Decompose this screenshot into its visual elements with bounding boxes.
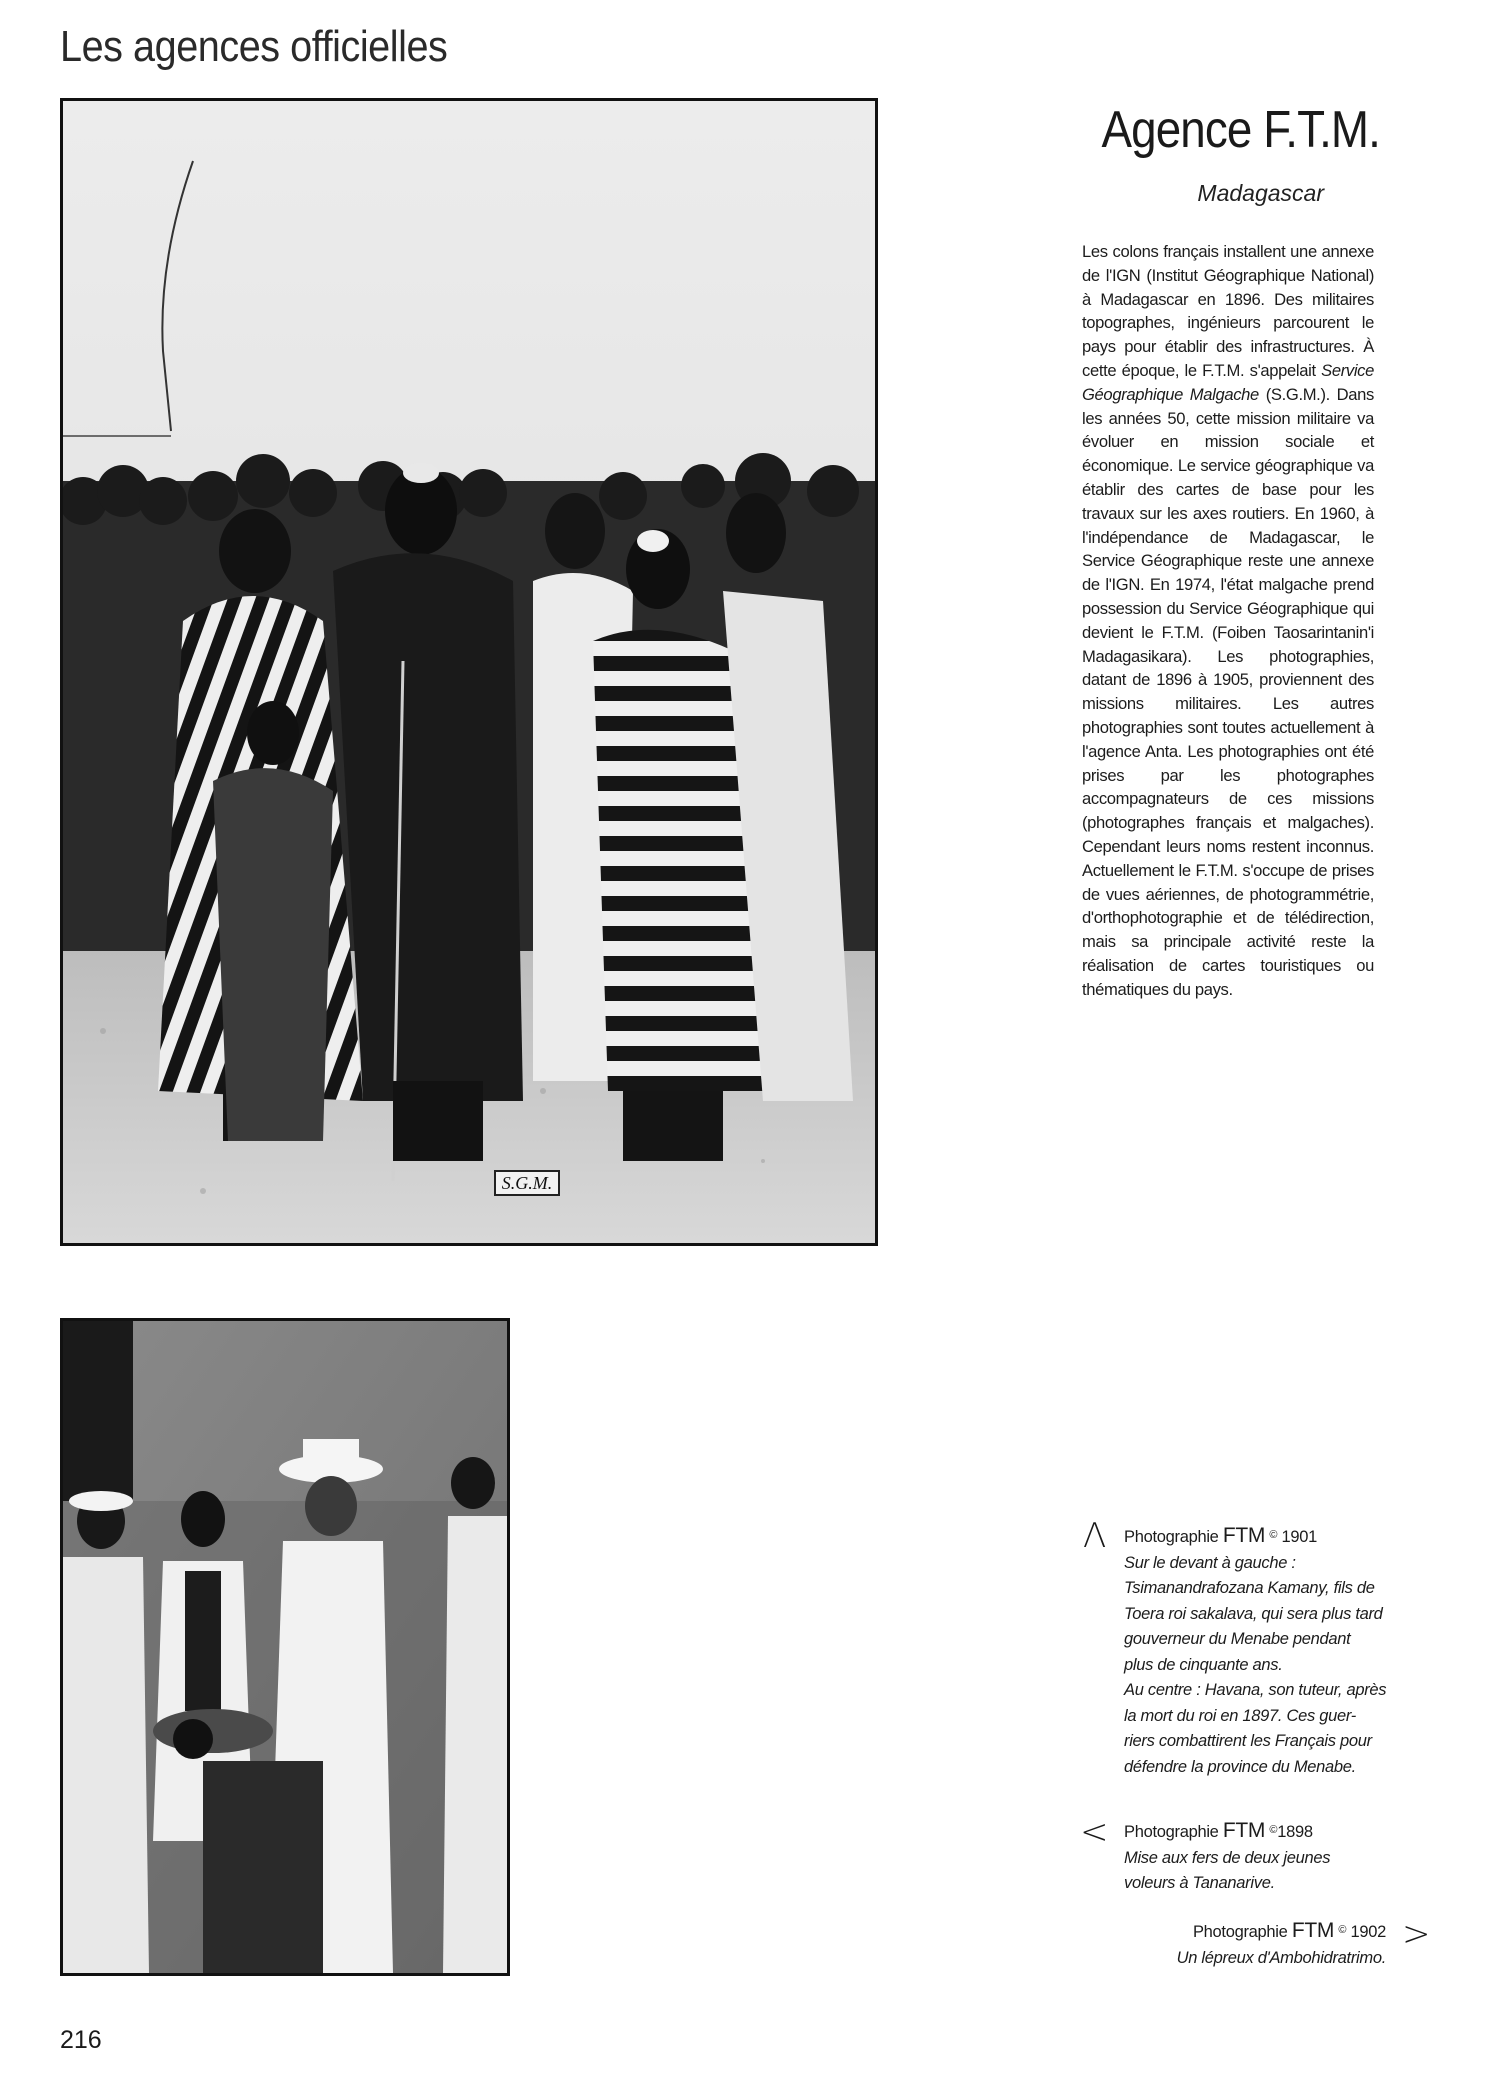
thieves-illustration [63, 1321, 507, 1973]
caption-line: Mise aux fers de deux jeunes [1124, 1848, 1331, 1867]
caption-head [1100, 1918, 1386, 1946]
copyright-icon: © [1269, 1824, 1278, 1836]
caption-line: Toera roi sakalava, qui sera plus tard [1124, 1604, 1383, 1623]
caption-line: Un lépreux d'Ambohidratrimo. [1176, 1948, 1386, 1967]
caption-photo-1898 [1124, 1818, 1394, 1897]
caption-line: Tsimanandrafozana Kamany, fils de [1124, 1579, 1375, 1597]
arrow-left-icon: < [1080, 1812, 1109, 1852]
sgm-stamp: S.G.M. [501, 1173, 553, 1193]
caption-brand: FTM [1222, 1819, 1266, 1842]
thieves-photo [60, 1318, 510, 1976]
caption-year: 1898 [1277, 1823, 1313, 1841]
article-body [1082, 240, 1374, 1002]
caption-year: 1902 [1350, 1923, 1386, 1941]
caption-photo-1901 [1124, 1523, 1394, 1780]
copyright-icon: © [1338, 1924, 1347, 1936]
article-body-italic: Service Géographique Malgache [1082, 360, 1374, 404]
caption-year: 1901 [1281, 1528, 1318, 1546]
caption-brand: FTM [1222, 1524, 1266, 1547]
caption-photo-1902 [1100, 1918, 1386, 1971]
caption-line: gouverneur du Menabe pendant [1124, 1630, 1351, 1648]
article-body-part2: (S.G.M.). Dans les années 50, cette mission militaire va évoluer en mission sociale et économique. Le service géographique va établir des cartes de base pour les travaux sur les axes routiers. En 1960, à l'indépendance de Madagascar, le Service Géographique reste une annexe de l'IGN. En 1974, l'état malgache prend possession du Service Géographique qui devient le F.T.M. (Foiben Taosarintanin'i Madagasikara). Les photographies, datant de 1896 à 1905, proviennent des missions militaires. Les autres photographies sont toutes actuellement à l'agence Anta. Les photographies ont été prises par les photographes accompagnateurs de ces missions (photographes français et malgaches). Cependant leurs noms restent inconnus. Actuellement le F.T.M. s'occupe de prises de vues aériennes, de photogrammétrie, d'orthophotographie et de télédirection, mais sa principale activité reste la réalisation de cartes touristiques ou thématiques du pays. [1082, 384, 1375, 999]
article-body-part1: Les colons français installent une annexe de l'IGN (Institut Géographique National) à Madagascar en 1896. Des militaires topographes, ingénieurs parcourent le pays pour établir des infrastructures. À cette époque, le F.T.M. s'appelait [1082, 242, 1374, 380]
copyright-icon: © [1269, 1529, 1278, 1541]
group-portrait-illustration [63, 101, 875, 1243]
arrow-up-icon: Λ [1083, 1516, 1107, 1556]
agency-title: Agence F.T.M. [1101, 101, 1380, 159]
caption-line: Sur le devant à gauche : [1124, 1553, 1296, 1572]
arrow-right-icon: > [1402, 1914, 1431, 1954]
caption-line: riers combattirent les Français pour [1124, 1732, 1372, 1750]
caption-line: défendre la province du Menabe. [1124, 1757, 1356, 1776]
caption-line: Au centre : Havana, son tuteur, après [1124, 1681, 1387, 1699]
group-portrait-photo [60, 98, 878, 1246]
caption-line: la mort du roi en 1897. Ces guer- [1124, 1706, 1356, 1725]
caption-prefix: Photographie [1124, 1528, 1219, 1546]
caption-prefix: Photographie [1192, 1923, 1288, 1941]
caption-line: plus de cinquante ans. [1124, 1655, 1283, 1674]
caption-head [1124, 1523, 1394, 1551]
page-number: 216 [60, 2026, 102, 2054]
caption-line: voleurs à Tananarive. [1124, 1874, 1275, 1892]
caption-prefix: Photographie [1124, 1823, 1219, 1841]
agency-subtitle: Madagascar [1197, 180, 1324, 206]
caption-head [1124, 1818, 1394, 1846]
caption-brand: FTM [1291, 1919, 1335, 1942]
section-title: Les agences officielles [60, 22, 448, 71]
